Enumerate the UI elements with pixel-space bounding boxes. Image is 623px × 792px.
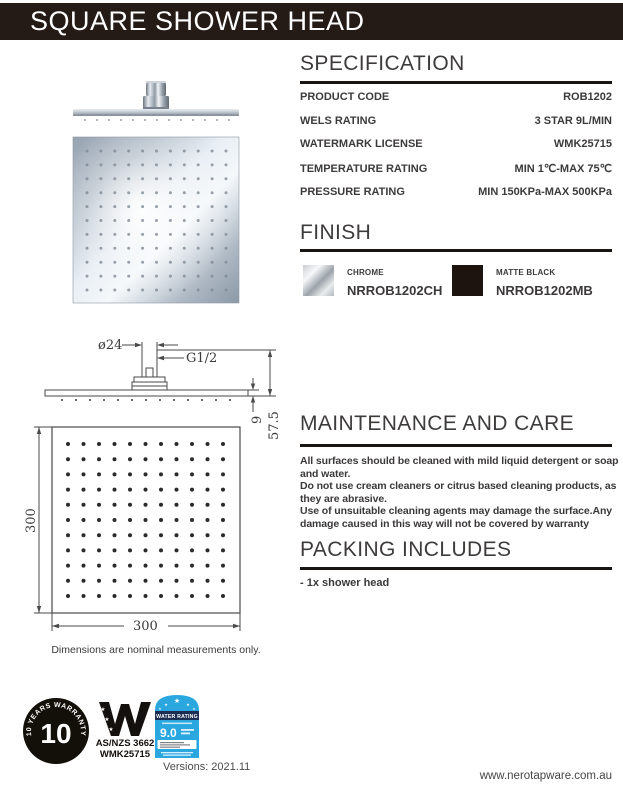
warranty-arc-text: 10 YEARS WARRANTY [25,701,87,737]
finish-rule [300,249,612,252]
maintenance-paragraph: Do not use cream cleaners or citrus based cleaning products, as they are abrasive. [300,480,617,505]
spec-value: WMK25715 [553,138,612,150]
wels-standard: AS/NZS 3662 [95,738,155,749]
svg-text:★: ★ [173,698,181,705]
spec-row [300,138,612,150]
wels-logo-block [90,700,160,760]
finish-options [300,265,612,305]
warranty-badge [22,697,90,765]
finish-heading: FINISH [300,221,372,244]
wels-w-icon [97,700,153,738]
maintenance-heading: MAINTENANCE AND CARE [300,412,575,435]
finish-option-chrome [303,265,442,298]
photo-side-view [73,81,239,121]
maintenance-paragraph: All surfaces should be cleaned with mild liquid detergent or soap and water. [300,455,619,480]
svg-text:★: ★ [108,727,114,733]
wels-license: WMK25715 [99,749,151,760]
chrome-swatch [303,265,334,296]
drawing-connector [142,350,157,377]
svg-text:★: ★ [100,707,106,713]
spec-value: ROB1202 [563,91,612,103]
packing-item: - 1x shower head [300,577,390,589]
svg-text:★: ★ [186,702,190,707]
finish-name: MATTE BLACK [496,268,556,277]
packing-rule [300,567,612,570]
spec-row [300,162,612,175]
version-text: Versions: 2021.11 [163,761,251,773]
spec-label: PRODUCT CODE [300,91,390,103]
spec-row [300,186,612,198]
spec-value: 3 STAR 9L/MIN [534,114,612,127]
svg-text:★: ★ [104,717,110,723]
finish-code: NRROB1202CH [347,283,443,298]
svg-text:★: ★ [158,707,162,711]
spec-row [300,91,612,103]
product-photo [40,73,275,313]
spec-label: WELS RATING [300,114,377,127]
technical-drawing [22,334,294,636]
specification-heading: SPECIFICATION [300,52,465,75]
water-rating-title: WATER RATING [156,714,198,720]
dim-overall-height: 57.5 [267,411,282,440]
nozzle-grid [66,442,225,598]
maintenance-rule [300,444,612,447]
dim-thickness: 9 [250,415,265,424]
maintenance-text [300,455,620,530]
finish-option-matte-black [452,265,593,298]
specification-table [300,91,612,210]
page-title: SQUARE SHOWER HEAD [30,6,365,36]
spec-value: MIN 150KPa-MAX 500KPa [478,186,612,198]
spec-label: TEMPERATURE RATING [300,162,428,175]
spec-label: WATERMARK LICENSE [300,138,423,150]
dim-face-width: 300 [133,619,158,634]
specification-rule [300,81,612,84]
dimensions-note: Dimensions are nominal measurements only. [51,644,261,656]
matte-black-swatch [452,265,483,296]
maintenance-paragraph: Use of unsuitable cleaning agents may damage the surface.Any damage caused in this way will not be covered by warranty [300,505,613,530]
spec-label: PRESSURE RATING [300,186,405,198]
finish-name: CHROME [347,268,384,277]
packing-heading: PACKING INCLUDES [300,538,512,561]
water-rating-label [155,692,199,759]
svg-text:★: ★ [192,707,196,711]
dim-diameter: ø24 [98,338,123,353]
dim-thread: G1/2 [186,351,218,366]
svg-text:★: ★ [164,702,168,707]
water-rating-value: 9.0 [160,726,177,740]
website-link[interactable]: www.nerotapware.com.au [479,770,612,782]
spec-row [300,115,612,127]
photo-face-view [73,137,239,303]
dim-face-height: 300 [24,508,39,533]
title-bar [0,3,623,40]
finish-code: NRROB1202MB [496,283,593,298]
warranty-years: 10 [40,718,72,749]
spec-value: MIN 1℃-MAX 75℃ [514,162,612,175]
drawing-plate [45,390,248,396]
